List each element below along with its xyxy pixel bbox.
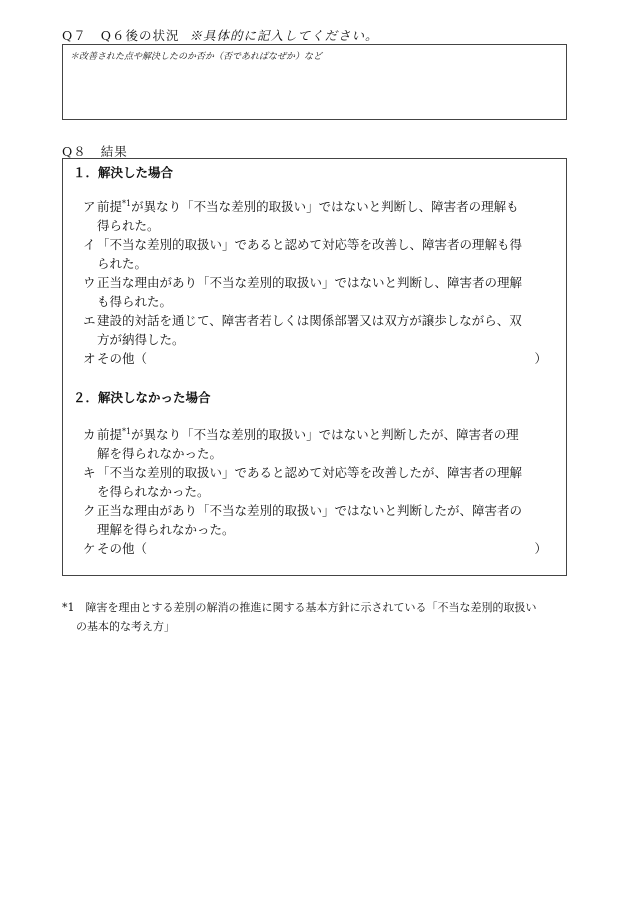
option-i[interactable]: イ「不当な差別的取扱い」であると認めて対応等を改善し、障害者の理解も得 られた。 bbox=[83, 237, 523, 271]
option-ke-other[interactable]: ケその他（ ） bbox=[83, 541, 547, 556]
q8-label: Q８ bbox=[62, 144, 87, 159]
option-ku[interactable]: ク正当な理由があり「不当な差別的取扱い」ではないと判断したが、障害者の 理解を得られなかった。 bbox=[83, 503, 523, 537]
footnote bbox=[62, 598, 582, 636]
q7-title: Q６後の状況 bbox=[100, 28, 180, 43]
q7-note: ※具体的に記入してください。 bbox=[189, 28, 379, 43]
footnote-line1: 障害を理由とする差別の解消の推進に関する基本方針に示されている「不当な差別的取扱い bbox=[85, 601, 537, 614]
q8-title: 結果 bbox=[100, 144, 128, 159]
section-resolved-title: １．解決した場合 bbox=[73, 165, 174, 180]
option-ki[interactable]: キ「不当な差別的取扱い」であると認めて対応等を改善したが、障害者の理解 を得られなかった。 bbox=[83, 465, 523, 499]
footnote-line2: の基本的な考え方」 bbox=[76, 620, 175, 633]
option-a[interactable]: ア前提$^{*1}$が異なり「不当な差別的取扱い」ではないと判断し、障害者の理解も 得られた。 bbox=[83, 199, 519, 233]
option-e[interactable]: エ建設的対話を通じて、障害者若しくは関係部署又は双方が譲歩しながら、双 方が納得した。 bbox=[83, 313, 522, 347]
q7-heading bbox=[62, 26, 379, 44]
q7-label: Q７ bbox=[62, 28, 87, 43]
footnote-mark: *1 bbox=[62, 601, 75, 614]
q8-result-box bbox=[62, 158, 567, 576]
option-u[interactable]: ウ正当な理由があり「不当な差別的取扱い」ではないと判断し、障害者の理解 も得られた。 bbox=[83, 275, 523, 309]
option-o-other[interactable]: オその他（ ） bbox=[83, 351, 547, 366]
section-unresolved-title: ２．解決しなかった場合 bbox=[73, 390, 211, 405]
q7-answer-box[interactable] bbox=[62, 44, 567, 120]
q7-hint: ＊改善された点や解決したのか否か（否であればなぜか）など bbox=[70, 52, 323, 62]
option-ka[interactable]: カ前提$^{*1}$が異なり「不当な差別的取扱い」ではないと判断したが、障害者の理 解を得られなかった。 bbox=[83, 427, 519, 461]
